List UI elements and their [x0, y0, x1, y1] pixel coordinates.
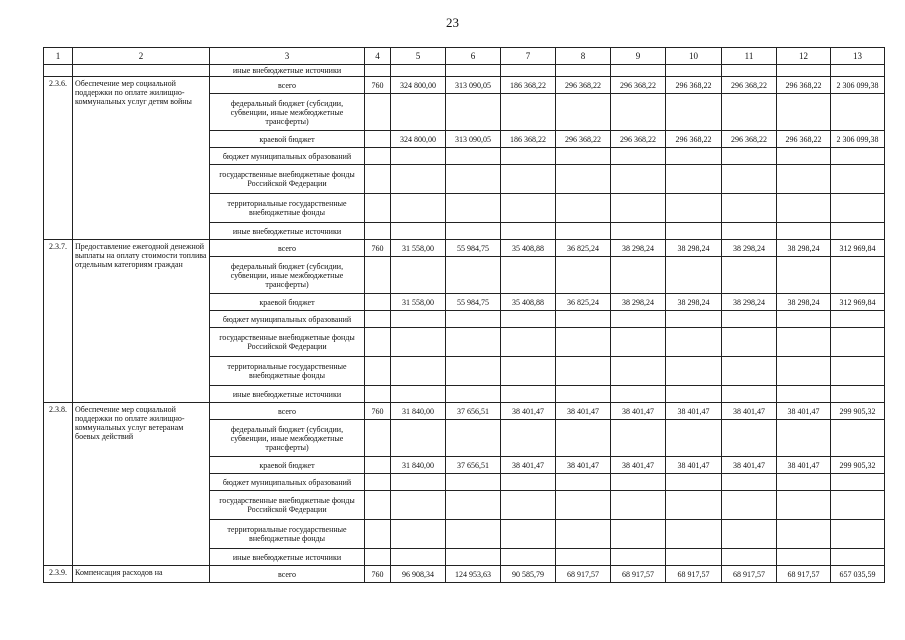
value-cell	[611, 386, 666, 403]
value-cell	[722, 420, 777, 457]
value-cell	[831, 223, 885, 240]
funding-source: всего	[210, 566, 365, 583]
value-cell	[831, 420, 885, 457]
value-cell	[501, 474, 556, 491]
budget-table	[43, 47, 885, 583]
value-cell	[611, 257, 666, 294]
funding-source: государственные внебюджетные фонды Российской Федерации	[210, 491, 365, 520]
value-cell	[611, 357, 666, 386]
value-cell	[501, 328, 556, 357]
value-cell	[446, 357, 501, 386]
grbs-code: 760	[365, 77, 391, 94]
value-cell	[611, 94, 666, 131]
value-cell	[831, 474, 885, 491]
value-cell: 55 984,75	[446, 240, 501, 257]
value-cell	[777, 357, 831, 386]
value-cell	[777, 386, 831, 403]
value-cell: 38 298,24	[722, 240, 777, 257]
value-cell	[501, 65, 556, 77]
page-number: 23	[446, 15, 459, 30]
value-cell	[666, 223, 722, 240]
value-cell: 35 408,88	[501, 240, 556, 257]
value-cell	[611, 491, 666, 520]
value-cell	[722, 311, 777, 328]
value-cell	[777, 420, 831, 457]
value-cell	[391, 194, 446, 223]
item-code: 2.3.7.	[44, 240, 73, 403]
value-cell	[365, 65, 391, 77]
grbs-code	[365, 328, 391, 357]
value-cell	[666, 257, 722, 294]
value-cell	[722, 549, 777, 566]
value-cell	[777, 94, 831, 131]
value-cell	[722, 165, 777, 194]
value-cell: 296 368,22	[666, 131, 722, 148]
value-cell	[556, 194, 611, 223]
grbs-code	[365, 357, 391, 386]
value-cell	[831, 65, 885, 77]
value-cell: 38 401,47	[611, 457, 666, 474]
value-cell	[666, 420, 722, 457]
value-cell: 312 969,84	[831, 240, 885, 257]
value-cell: 296 368,22	[611, 131, 666, 148]
value-cell: 313 090,05	[446, 131, 501, 148]
value-cell	[556, 549, 611, 566]
value-cell	[831, 491, 885, 520]
value-cell: 38 298,24	[777, 294, 831, 311]
value-cell	[556, 223, 611, 240]
value-cell	[446, 386, 501, 403]
funding-source: иные внебюджетные источники	[210, 549, 365, 566]
value-cell	[831, 257, 885, 294]
value-cell	[501, 357, 556, 386]
value-cell	[556, 328, 611, 357]
value-cell: 31 558,00	[391, 294, 446, 311]
value-cell	[391, 520, 446, 549]
value-cell	[722, 357, 777, 386]
funding-source: федеральный бюджет (субсидии, субвенции, иные межбюджетные трансферты)	[210, 257, 365, 294]
value-cell: 299 905,32	[831, 403, 885, 420]
value-cell: 36 825,24	[556, 240, 611, 257]
value-cell	[722, 65, 777, 77]
value-cell	[722, 328, 777, 357]
value-cell: 68 917,57	[611, 566, 666, 583]
table-row	[44, 240, 885, 257]
value-cell	[722, 223, 777, 240]
value-cell: 186 368,22	[501, 131, 556, 148]
value-cell: 312 969,84	[831, 294, 885, 311]
value-cell	[611, 328, 666, 357]
value-cell: 31 840,00	[391, 457, 446, 474]
value-cell	[556, 357, 611, 386]
value-cell	[446, 148, 501, 165]
value-cell: 31 558,00	[391, 240, 446, 257]
value-cell: 38 401,47	[556, 457, 611, 474]
value-cell: 296 368,22	[556, 77, 611, 94]
value-cell	[446, 94, 501, 131]
value-cell	[556, 65, 611, 77]
grbs-code	[365, 223, 391, 240]
value-cell: 68 917,57	[556, 566, 611, 583]
value-cell	[777, 520, 831, 549]
value-cell	[501, 257, 556, 294]
value-cell: 296 368,22	[666, 77, 722, 94]
value-cell	[666, 311, 722, 328]
value-cell	[777, 257, 831, 294]
item-name: Предоставление ежегодной денежной выплаты на оплату стоимости топлива отдельным категориям граждан	[73, 240, 210, 403]
value-cell: 36 825,24	[556, 294, 611, 311]
value-cell	[391, 420, 446, 457]
value-cell	[777, 491, 831, 520]
header-row	[44, 48, 885, 65]
value-cell	[391, 386, 446, 403]
funding-source: федеральный бюджет (субсидии, субвенции, иные межбюджетные трансферты)	[210, 94, 365, 131]
value-cell	[391, 357, 446, 386]
value-cell	[831, 94, 885, 131]
grbs-code	[365, 311, 391, 328]
value-cell: 38 298,24	[777, 240, 831, 257]
name-cell	[73, 65, 210, 77]
value-cell	[722, 194, 777, 223]
value-cell	[777, 311, 831, 328]
grbs-code	[365, 520, 391, 549]
value-cell	[391, 549, 446, 566]
funding-source: краевой бюджет	[210, 457, 365, 474]
value-cell	[391, 94, 446, 131]
value-cell: 296 368,22	[556, 131, 611, 148]
value-cell	[666, 357, 722, 386]
value-cell	[556, 148, 611, 165]
funding-source: иные внебюджетные источники	[210, 386, 365, 403]
value-cell	[446, 165, 501, 194]
value-cell: 37 656,51	[446, 403, 501, 420]
value-cell	[556, 311, 611, 328]
value-cell	[831, 148, 885, 165]
header-cell: 13	[831, 48, 885, 65]
header-cell: 9	[611, 48, 666, 65]
value-cell	[446, 328, 501, 357]
table-row	[44, 65, 885, 77]
value-cell: 38 401,47	[666, 457, 722, 474]
value-cell	[501, 223, 556, 240]
grbs-code	[365, 420, 391, 457]
value-cell	[391, 65, 446, 77]
grbs-code	[365, 94, 391, 131]
value-cell	[391, 148, 446, 165]
value-cell	[611, 311, 666, 328]
value-cell: 38 401,47	[501, 457, 556, 474]
value-cell	[722, 386, 777, 403]
table-row	[44, 403, 885, 420]
funding-source: краевой бюджет	[210, 131, 365, 148]
value-cell	[666, 194, 722, 223]
grbs-code	[365, 194, 391, 223]
value-cell	[501, 420, 556, 457]
value-cell	[722, 491, 777, 520]
value-cell	[446, 420, 501, 457]
value-cell	[831, 520, 885, 549]
source-cell: иные внебюджетные источники	[210, 65, 365, 77]
grbs-code	[365, 131, 391, 148]
value-cell	[446, 549, 501, 566]
value-cell	[611, 148, 666, 165]
value-cell: 38 401,47	[722, 457, 777, 474]
grbs-code	[365, 257, 391, 294]
value-cell	[556, 520, 611, 549]
funding-source: всего	[210, 403, 365, 420]
value-cell: 38 298,24	[666, 294, 722, 311]
value-cell	[666, 549, 722, 566]
funding-source: всего	[210, 77, 365, 94]
funding-source: бюджет муниципальных образований	[210, 474, 365, 491]
value-cell	[501, 94, 556, 131]
value-cell	[611, 420, 666, 457]
header-cell: 5	[391, 48, 446, 65]
header-cell: 10	[666, 48, 722, 65]
header-cell: 7	[501, 48, 556, 65]
value-cell	[611, 194, 666, 223]
value-cell	[391, 223, 446, 240]
value-cell	[831, 549, 885, 566]
value-cell	[556, 165, 611, 194]
value-cell: 38 401,47	[556, 403, 611, 420]
table-row	[44, 77, 885, 94]
funding-source: государственные внебюджетные фонды Российской Федерации	[210, 165, 365, 194]
table-row	[44, 566, 885, 583]
value-cell	[831, 194, 885, 223]
value-cell	[777, 474, 831, 491]
value-cell	[611, 474, 666, 491]
grbs-code	[365, 549, 391, 566]
value-cell: 35 408,88	[501, 294, 556, 311]
grbs-code	[365, 474, 391, 491]
value-cell	[666, 328, 722, 357]
value-cell	[777, 165, 831, 194]
value-cell	[446, 474, 501, 491]
value-cell	[446, 520, 501, 549]
value-cell	[501, 148, 556, 165]
value-cell: 324 800,00	[391, 77, 446, 94]
value-cell: 296 368,22	[722, 77, 777, 94]
value-cell: 68 917,57	[722, 566, 777, 583]
value-cell	[777, 65, 831, 77]
value-cell: 38 401,47	[611, 403, 666, 420]
funding-source: всего	[210, 240, 365, 257]
grbs-code	[365, 148, 391, 165]
value-cell	[666, 474, 722, 491]
funding-source: федеральный бюджет (субсидии, субвенции, иные межбюджетные трансферты)	[210, 420, 365, 457]
value-cell: 38 298,24	[666, 240, 722, 257]
header-cell: 11	[722, 48, 777, 65]
item-name: Обеспечение мер социальной поддержки по оплате жилищно-коммунальных услуг ветеранам боевых действий	[73, 403, 210, 566]
grbs-code	[365, 165, 391, 194]
value-cell	[556, 491, 611, 520]
value-cell	[446, 223, 501, 240]
value-cell: 313 090,05	[446, 77, 501, 94]
funding-source: государственные внебюджетные фонды Российской Федерации	[210, 328, 365, 357]
value-cell: 96 908,34	[391, 566, 446, 583]
value-cell: 38 298,24	[722, 294, 777, 311]
value-cell	[446, 311, 501, 328]
funding-source: бюджет муниципальных образований	[210, 311, 365, 328]
value-cell: 90 585,79	[501, 566, 556, 583]
item-name: Обеспечение мер социальной поддержки по оплате жилищно-коммунальных услуг детям войны	[73, 77, 210, 240]
funding-source: иные внебюджетные источники	[210, 223, 365, 240]
value-cell: 38 401,47	[501, 403, 556, 420]
value-cell	[556, 94, 611, 131]
value-cell	[722, 520, 777, 549]
value-cell	[777, 223, 831, 240]
item-code: 2.3.6.	[44, 77, 73, 240]
value-cell	[722, 94, 777, 131]
value-cell: 68 917,57	[777, 566, 831, 583]
value-cell	[501, 520, 556, 549]
header-cell: 8	[556, 48, 611, 65]
code-cell	[44, 65, 73, 77]
value-cell	[831, 386, 885, 403]
value-cell	[446, 65, 501, 77]
value-cell	[831, 328, 885, 357]
header-cell: 3	[210, 48, 365, 65]
value-cell	[391, 328, 446, 357]
value-cell	[501, 311, 556, 328]
funding-source: краевой бюджет	[210, 294, 365, 311]
grbs-code	[365, 457, 391, 474]
item-code: 2.3.8.	[44, 403, 73, 566]
value-cell: 55 984,75	[446, 294, 501, 311]
value-cell: 296 368,22	[777, 77, 831, 94]
value-cell: 186 368,22	[501, 77, 556, 94]
value-cell: 68 917,57	[666, 566, 722, 583]
value-cell	[777, 328, 831, 357]
value-cell	[556, 386, 611, 403]
value-cell	[391, 257, 446, 294]
value-cell	[446, 491, 501, 520]
value-cell: 324 800,00	[391, 131, 446, 148]
value-cell	[666, 491, 722, 520]
funding-source: территориальные государственные внебюджетные фонды	[210, 357, 365, 386]
funding-source: бюджет муниципальных образований	[210, 148, 365, 165]
value-cell: 657 035,59	[831, 566, 885, 583]
value-cell: 2 306 099,38	[831, 77, 885, 94]
value-cell	[611, 65, 666, 77]
value-cell	[446, 194, 501, 223]
value-cell	[611, 520, 666, 549]
value-cell: 2 306 099,38	[831, 131, 885, 148]
value-cell	[722, 474, 777, 491]
value-cell: 124 953,63	[446, 566, 501, 583]
value-cell: 296 368,22	[611, 77, 666, 94]
grbs-code	[365, 386, 391, 403]
value-cell	[666, 94, 722, 131]
value-cell: 37 656,51	[446, 457, 501, 474]
grbs-code	[365, 491, 391, 520]
value-cell	[777, 549, 831, 566]
value-cell: 31 840,00	[391, 403, 446, 420]
value-cell: 296 368,22	[722, 131, 777, 148]
value-cell	[666, 65, 722, 77]
funding-source: территориальные государственные внебюджетные фонды	[210, 194, 365, 223]
value-cell	[666, 520, 722, 549]
value-cell	[666, 148, 722, 165]
value-cell	[611, 223, 666, 240]
value-cell	[501, 386, 556, 403]
grbs-code: 760	[365, 566, 391, 583]
value-cell	[501, 491, 556, 520]
value-cell	[556, 420, 611, 457]
item-name: Компенсация расходов на	[73, 566, 210, 583]
value-cell	[556, 474, 611, 491]
value-cell	[777, 148, 831, 165]
item-code: 2.3.9.	[44, 566, 73, 583]
funding-source: территориальные государственные внебюджетные фонды	[210, 520, 365, 549]
value-cell	[501, 194, 556, 223]
header-cell: 2	[73, 48, 210, 65]
value-cell: 38 298,24	[611, 294, 666, 311]
value-cell: 38 401,47	[777, 403, 831, 420]
value-cell: 38 401,47	[666, 403, 722, 420]
value-cell	[777, 194, 831, 223]
value-cell	[666, 165, 722, 194]
value-cell	[391, 491, 446, 520]
header-cell: 1	[44, 48, 73, 65]
header-cell: 12	[777, 48, 831, 65]
value-cell: 296 368,22	[777, 131, 831, 148]
value-cell	[831, 311, 885, 328]
grbs-code: 760	[365, 403, 391, 420]
value-cell	[501, 549, 556, 566]
value-cell	[831, 357, 885, 386]
value-cell	[446, 257, 501, 294]
value-cell	[722, 257, 777, 294]
header-cell: 4	[365, 48, 391, 65]
value-cell	[611, 549, 666, 566]
value-cell	[831, 165, 885, 194]
value-cell	[722, 148, 777, 165]
value-cell	[391, 311, 446, 328]
grbs-code: 760	[365, 240, 391, 257]
value-cell: 38 298,24	[611, 240, 666, 257]
grbs-code	[365, 294, 391, 311]
value-cell	[556, 257, 611, 294]
value-cell	[666, 386, 722, 403]
value-cell	[391, 474, 446, 491]
value-cell	[391, 165, 446, 194]
value-cell: 299 905,32	[831, 457, 885, 474]
header-cell: 6	[446, 48, 501, 65]
value-cell: 38 401,47	[722, 403, 777, 420]
value-cell: 38 401,47	[777, 457, 831, 474]
value-cell	[501, 165, 556, 194]
value-cell	[611, 165, 666, 194]
